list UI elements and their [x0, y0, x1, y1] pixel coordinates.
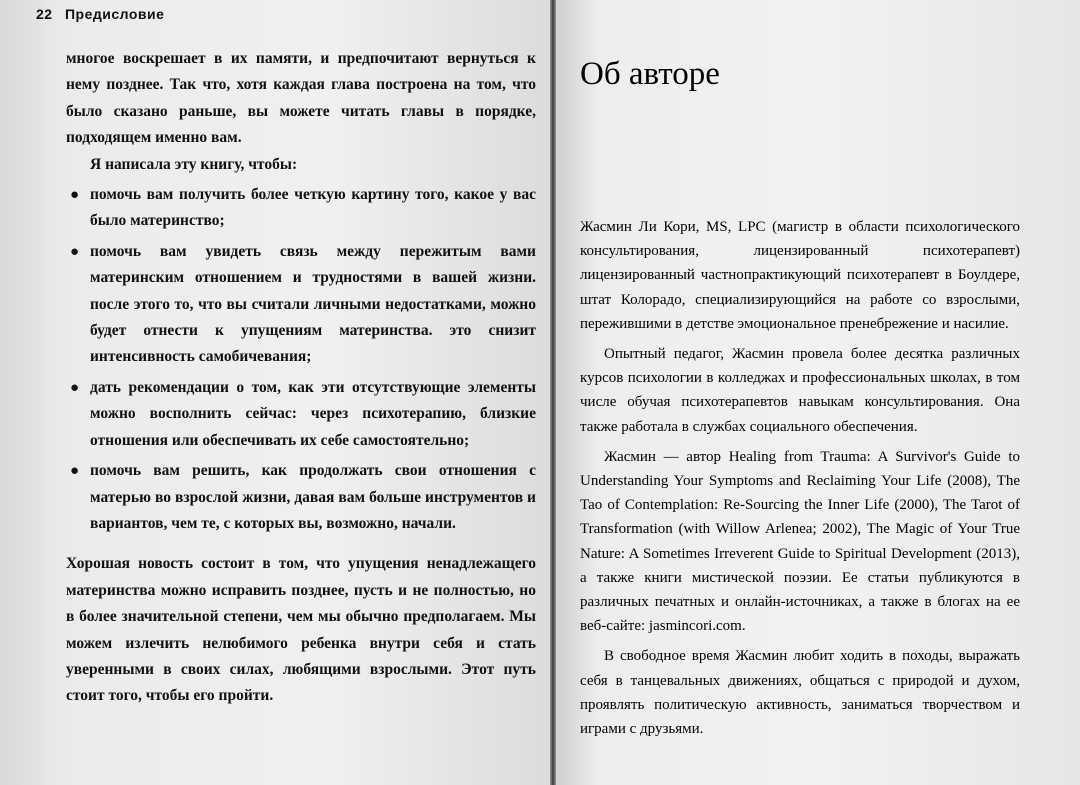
list-item [66, 239, 536, 371]
running-head [36, 6, 164, 22]
bio-paragraph: Опытный педагог, Жасмин провела более десятка различных курсов психологии в колледжах и профессиональных школах, в том числе обучая психотерапевтов навыкам консультирования. Она также работала в службах социального обеспечения. [580, 346, 1020, 435]
right-body-text [580, 215, 1020, 747]
bio-paragraph: В свободное время Жасмин любит ходить в походы, выражать себя в танцевальных движениях, общаться с природой и духом, проявлять политическую активность, заниматься творчеством и играми с друзьями. [580, 648, 1020, 738]
bullet-icon: ● [70, 463, 80, 480]
bio-paragraph: Жасмин Ли Кори, MS, LPC (магистр в области психологического консультирования, лицензированный психотерапевт) лицензированный частнопрактикующий психотерапевт в Боулдере, штат Колорадо, специализирующийся на работе со взрослыми, пережившими в детстве эмоциональное пренебрежение и насилие. [580, 219, 1020, 332]
bullet-icon: ● [70, 243, 80, 260]
closing-paragraph: Хорошая новость состоит в том, что упущения ненадлежащего материнства можно исправить позднее, пусть и не полностью, но в более значительной степени, чем мы обычно предполагаем. Мы можем излечить нелюбимого ребенка внутри себя и стать уверенными в своих силах, любящими взрослыми. Этот путь стоит того, чтобы его пройти. [66, 555, 536, 705]
page-number: 22 [36, 6, 53, 22]
page-title: Об авторе [580, 56, 720, 92]
lead-paragraph: Я написала эту книгу, чтобы: [90, 155, 298, 173]
list-item-text: помочь вам получить более четкую картину того, какое у вас было материнство; [90, 186, 536, 230]
bullet-icon: ● [70, 187, 80, 204]
list-item-text: помочь вам решить, как продолжать свои отношения с матерью во взрослой жизни, давая вам больше инструментов и вариантов, чем те, с которых вы, возможно, начали. [90, 462, 536, 532]
list-item-text: помочь вам увидеть связь между пережитым вами материнским отношением и трудностями в вашей жизни. после этого то, что вы считали личными недостатками, можно будет отнести к упущениям материнства. это снизит интенсивность самобичевания; [90, 242, 536, 366]
goals-list [66, 182, 536, 537]
list-item-text: дать рекомендации о том, как эти отсутствующие элементы можно восполнить сейчас: через психотерапию, близкие отношения или обеспечивать их себе самостоятельно; [90, 378, 536, 449]
running-head-title: Предисловие [64, 6, 165, 22]
intro-paragraph: многое воскрешает в их памяти, и предпочитают вернуться к нему позднее. Так что, хотя каждая глава построена на том, что было сказано раньше, вы можете читать главы в порядке, подходящем именно вам. [66, 50, 536, 147]
left-body-text [66, 46, 536, 710]
bio-paragraph: Жасмин — автор Healing from Trauma: A Survivor's Guide to Understanding Your Symptoms and Reclaiming Your Life (2008), The Tao of Contemplation: Re-Sourcing the Inner Life (2000), The Tarot of Transformation (with Willow Arlenea; 2002), The Magic of Your True Nature: A Sometimes Irreverent Guide to Spiritual Development (2013), а также книги мистической поэзии. Ее статьи публикуются в различных печатных и онлайн-источниках, а также в блогах на ее веб-сайте: jasmincori.com. [580, 448, 1020, 635]
list-item [66, 182, 536, 235]
list-item [66, 458, 536, 537]
bullet-icon: ● [70, 379, 80, 396]
list-item [66, 375, 536, 454]
